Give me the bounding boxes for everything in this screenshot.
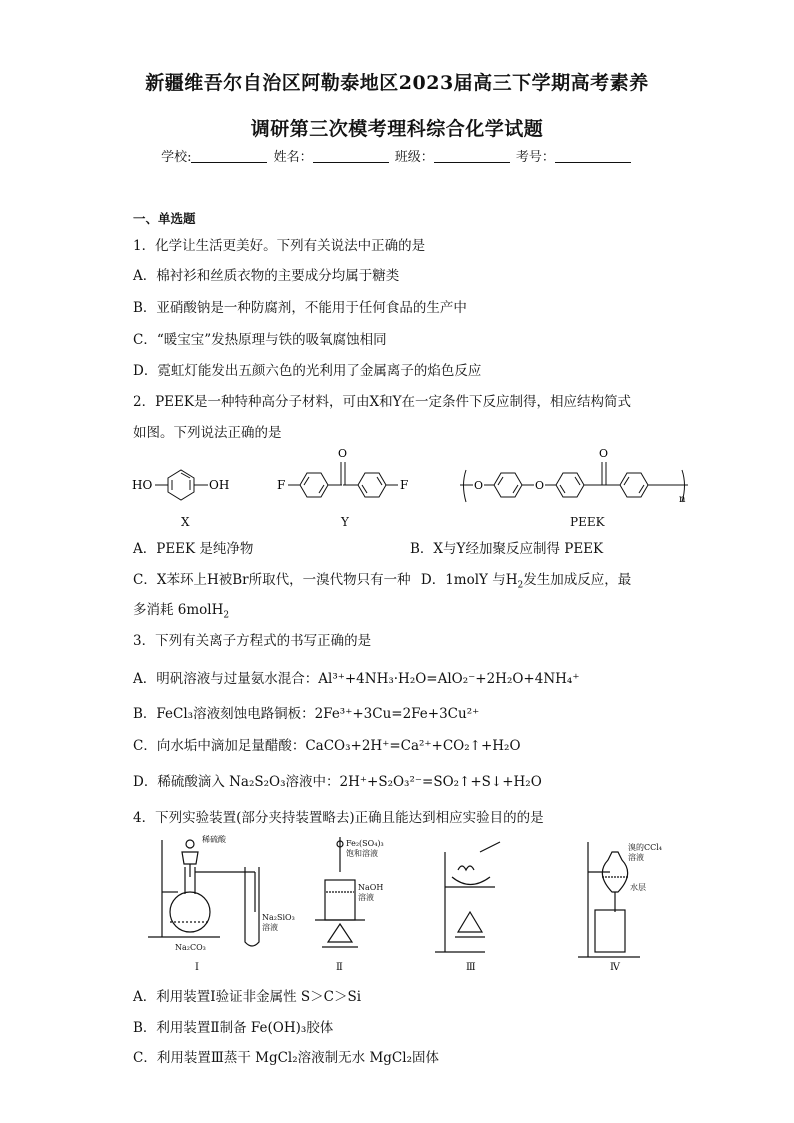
app4-water: 水层 <box>630 883 646 892</box>
q2-option-d-sub: 2 <box>517 580 524 591</box>
q4-apparatus <box>140 832 680 977</box>
y-carbonyl-o: O <box>338 447 348 460</box>
q4-option-b: B．利用装置Ⅱ制备 Fe(OH)₃胶体 <box>133 1020 334 1036</box>
exam-title-line2: 调研第三次模考理科综合化学试题 <box>250 118 544 140</box>
q2-option-b: B．X与Y经加聚反应制得 PEEK <box>410 541 604 557</box>
q3-option-d: D．稀硫酸滴入 Na₂S₂O₃溶液中：2H⁺+S₂O₃²⁻=SO₂↑+S↓+H₂O <box>133 774 542 790</box>
x-right-group: OH <box>209 478 230 492</box>
peek-carbonyl-o: O <box>599 447 609 460</box>
q4-option-c: C．利用装置Ⅲ蒸干 MgCl₂溶液制无水 MgCl₂固体 <box>133 1050 439 1066</box>
q2-stem-line1: 2．PEEK是一种特种高分子材料，可由X和Y在一定条件下反应制得，相应结构简式 <box>133 394 631 410</box>
q2-option-c-d <box>133 568 631 591</box>
q2-option-d-text: D．1molY 与H <box>420 572 518 588</box>
molecule-peek <box>460 462 688 502</box>
app2-reagent2: 饱和溶液 <box>346 849 378 858</box>
q2-option-d2-text: 多消耗 6molH <box>133 602 224 618</box>
label-x: X <box>181 515 190 529</box>
app3-label: Ⅲ <box>466 962 476 973</box>
q2-option-d-tail: 发生加成反应，最 <box>523 572 632 588</box>
app1-tube2: 溶液 <box>262 923 278 932</box>
name-label: 姓名： <box>273 150 313 165</box>
q2-option-d <box>420 572 632 591</box>
peek-ether-o2: O <box>535 479 545 492</box>
q3-stem: 3．下列有关离子方程式的书写正确的是 <box>133 633 372 649</box>
x-left-group: HO <box>132 478 153 492</box>
q1-option-d: D．霓虹灯能发出五颜六色的光利用了金属离子的焰色反应 <box>133 363 482 379</box>
q4-option-a: A．利用装置Ⅰ验证非金属性 S＞C＞Si <box>133 989 362 1005</box>
q1-option-a: A．棉衬衫和丝质衣物的主要成分均属于糖类 <box>133 268 400 284</box>
app2-naoh2: 溶液 <box>358 893 374 902</box>
label-y: Y <box>341 515 349 529</box>
exam-title-line1: 新疆维吾尔自治区阿勒泰地区2023届高三下学期高考素养 <box>145 72 649 94</box>
app4-label: Ⅳ <box>610 962 620 973</box>
exam-no-label: 考号： <box>515 150 555 165</box>
y-left-f: F <box>277 478 286 492</box>
q2-stem-line2: 如图。下列说法正确的是 <box>133 425 282 441</box>
q2-option-a: A．PEEK 是纯净物 <box>133 541 254 557</box>
q1-stem: 1．化学让生活更美好。下列有关说法中正确的是 <box>133 238 426 254</box>
app2-reagent: Fe₂(SO₄)₃ <box>346 839 384 848</box>
app4-top: 溴的CCl₄ <box>628 843 663 852</box>
q2-option-d2-sub: 2 <box>223 610 230 621</box>
school-label: 学校: <box>161 150 192 165</box>
student-info-row <box>0 146 794 165</box>
y-right-f: F <box>400 478 409 492</box>
name-blank[interactable] <box>313 150 389 163</box>
class-label: 班级： <box>394 150 434 165</box>
molecule-x <box>155 470 208 500</box>
app1-tube: Na₂SiO₃ <box>262 913 295 922</box>
q4-stem: 4．下列实验装置(部分夹持装置略去)正确且能达到相应实验目的的是 <box>133 810 544 826</box>
q3-option-b: B．FeCl₃溶液刻蚀电路铜板：2Fe³⁺+3Cu=2Fe+3Cu²⁺ <box>133 706 480 722</box>
app1-label: Ⅰ <box>195 962 199 973</box>
app2-label: Ⅱ <box>336 962 343 973</box>
app1-acid: 稀硫酸 <box>202 835 226 844</box>
app4-top2: 溶液 <box>628 853 644 862</box>
app2-naoh: NaOH <box>358 883 384 892</box>
molecule-y <box>288 462 398 497</box>
class-blank[interactable] <box>434 150 510 163</box>
q3-option-a: A．明矾溶液与过量氨水混合：Al³⁺+4NH₃·H₂O=AlO₂⁻+2H₂O+4NH₄⁺ <box>133 671 580 687</box>
label-peek: PEEK <box>570 515 605 529</box>
peek-ether-o1: O <box>474 479 484 492</box>
q1-option-c: C．“暖宝宝”发热原理与铁的吸氧腐蚀相同 <box>133 332 387 348</box>
q2-option-d-line2 <box>133 598 229 621</box>
q3-option-c: C．向水垢中滴加足量醋酸：CaCO₃+2H⁺=Ca²⁺+CO₂↑+H₂O <box>133 738 521 754</box>
school-blank[interactable] <box>191 150 267 163</box>
peek-repeat-n: n <box>679 494 686 505</box>
app1-flask: Na₂CO₃ <box>175 943 206 952</box>
q1-option-b: B．亚硝酸钠是一种防腐剂，不能用于任何食品的生产中 <box>133 300 467 316</box>
exam-no-blank[interactable] <box>555 150 631 163</box>
section-title: 一、单选题 <box>133 211 196 226</box>
q2-option-c: C．X苯环上H被Br所取代，一溴代物只有一种 <box>133 572 411 588</box>
